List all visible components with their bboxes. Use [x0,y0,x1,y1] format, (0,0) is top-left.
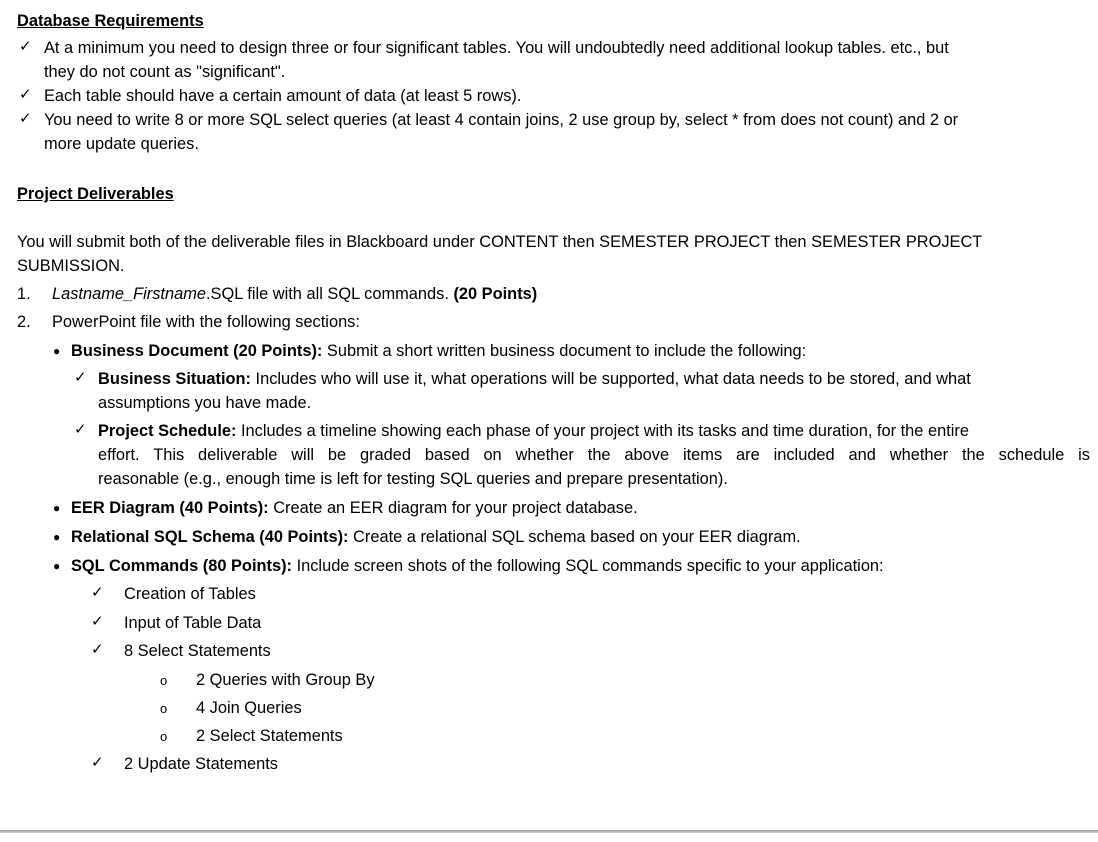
relational-schema-label: Relational SQL Schema (40 Points): [71,528,349,546]
project-schedule-line1 [98,423,969,439]
eer-diagram [71,500,638,516]
project-schedule-line3: reasonable (e.g., enough time is left for testing SQL queries and prepare presentation). [98,470,728,488]
check-icon: ✓ [91,753,104,771]
sub-item-select-statements: 2 Select Statements [196,727,343,745]
requirement-3-line1: You need to write 8 or more SQL select queries (at least 4 contain joins, 2 use group by, select * from does not count) and 2 or [44,111,959,129]
eer-diagram-label: EER Diagram (40 Points): [71,499,269,517]
circle-bullet-icon: o [160,729,168,744]
business-document [71,343,806,359]
check-icon: ✓ [74,420,87,438]
sql-filename: Lastname_Firstname [52,285,206,303]
business-situation-line1 [98,371,971,387]
business-document-text: Submit a short written business document to include the following: [322,342,807,360]
check-icon: ✓ [19,37,32,55]
check-icon: ✓ [91,640,104,658]
sql-check-input-of-table-data: Input of Table Data [124,614,262,632]
circle-bullet-icon: o [160,673,168,688]
requirement-1-line1: At a minimum you need to design three or four significant tables. You will undoubtedly need additional lookup tables. etc., but [44,39,949,57]
relational-schema-text: Create a relational SQL schema based on your EER diagram. [348,528,801,546]
circle-bullet-icon: o [160,701,168,716]
requirement-3-line2: more update queries. [44,135,199,153]
deliverable-powerpoint: PowerPoint file with the following sections: [52,313,360,331]
check-icon: ✓ [91,583,104,601]
eer-diagram-text: Create an EER diagram for your project database. [268,499,638,517]
relational-schema [71,529,801,545]
deliverable-sql-file [52,286,537,302]
page-bottom-divider [0,830,1098,833]
sql-check-creation-of-tables: Creation of Tables [124,585,256,603]
check-icon: ✓ [19,109,32,127]
deliverables-intro-line1: You will submit both of the deliverable files in Blackboard under CONTENT then SEMESTER PROJECT then SEMESTER PROJECT [17,233,983,251]
section-heading-project-deliverables: Project Deliverables [17,185,174,203]
sub-item-group-by: 2 Queries with Group By [196,671,375,689]
bullet-icon: ● [53,559,61,573]
sql-commands-text: Include screen shots of the following SQL commands specific to your application: [292,557,884,575]
check-icon: ✓ [19,85,32,103]
sql-check-select-statements: 8 Select Statements [124,642,271,660]
list-number-2: 2. [17,313,31,331]
sql-commands-label: SQL Commands (80 Points): [71,557,293,575]
section-heading-database-requirements: Database Requirements [17,12,204,30]
bullet-icon: ● [53,501,61,515]
sub-item-join-queries: 4 Join Queries [196,699,302,717]
requirement-2: Each table should have a certain amount of data (at least 5 rows). [44,87,522,105]
requirement-1-line2: they do not count as "significant". [44,63,286,81]
sql-file-points: (20 Points) [453,285,538,303]
project-schedule-label: Project Schedule: [98,422,237,440]
project-schedule-line2: effort. This deliverable will be graded based on whether the above items are included and whether the schedule is [98,446,1090,464]
business-situation-label: Business Situation: [98,370,251,388]
check-icon: ✓ [91,612,104,630]
sql-check-update-statements: 2 Update Statements [124,755,278,773]
deliverables-intro-line2: SUBMISSION. [17,257,125,275]
project-schedule-text: Includes a timeline showing each phase of your project with its tasks and time duration, for the entire [236,422,969,440]
bullet-icon: ● [53,530,61,544]
bullet-icon: ● [53,344,61,358]
business-situation-line2: assumptions you have made. [98,394,312,412]
business-document-label: Business Document (20 Points): [71,342,323,360]
sql-file-text: .SQL file with all SQL commands. [205,285,454,303]
sql-commands [71,558,884,574]
business-situation-text: Includes who will use it, what operations will be supported, what data needs to be stored, and what [251,370,971,388]
check-icon: ✓ [74,368,87,386]
list-number-1: 1. [17,285,31,303]
